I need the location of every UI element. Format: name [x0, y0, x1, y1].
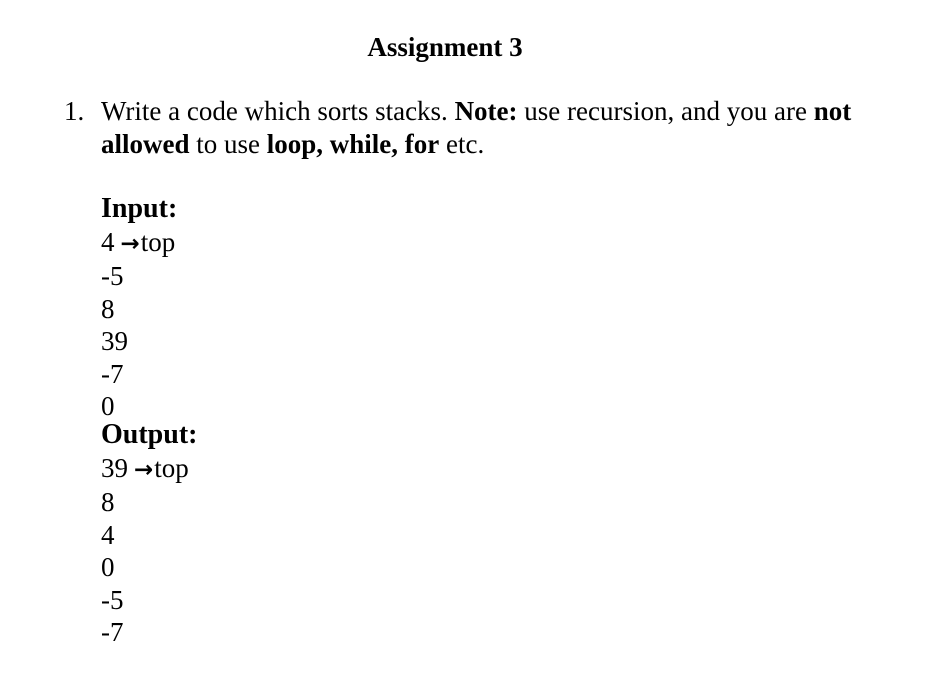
output-stack-item: 0 — [101, 552, 115, 582]
output-stack-item-top — [101, 452, 197, 487]
output-label: Output: — [101, 419, 198, 450]
question-segment-forbidden-keywords: loop, while, for — [266, 129, 440, 159]
question-segment-not-allowed: not allowed — [101, 96, 852, 159]
input-section — [101, 193, 177, 423]
input-stack-item: 39 — [101, 326, 128, 356]
input-stack-item: -7 — [101, 358, 124, 389]
stack-value: 39 — [101, 452, 128, 483]
question-segment: to use — [189, 129, 267, 159]
input-stack — [101, 226, 177, 423]
top-marker: top — [140, 226, 176, 257]
output-stack-item: 8 — [101, 487, 115, 517]
input-stack-item: 8 — [101, 293, 115, 324]
question-segment: use recursion, and you are — [517, 96, 814, 126]
input-label: Input: — [101, 193, 178, 224]
output-stack — [101, 452, 197, 649]
question-segment-note-label: Note: — [454, 96, 518, 126]
question-number: 1. — [64, 96, 85, 126]
assignment-title: Assignment 3 — [367, 32, 523, 62]
input-stack-item: 0 — [101, 391, 115, 421]
output-stack-item: 4 — [101, 519, 115, 550]
output-stack-item: -5 — [101, 584, 124, 615]
question-segment: Write a code which sorts stacks. — [101, 96, 455, 126]
input-stack-item: -5 — [101, 261, 124, 291]
output-stack-item: -7 — [101, 617, 124, 647]
question-text — [101, 95, 901, 161]
input-stack-item-top — [101, 226, 177, 261]
top-marker: top — [154, 452, 189, 483]
stack-value: 4 — [101, 226, 115, 257]
arrow-right-icon: → — [120, 230, 140, 257]
output-section — [101, 419, 197, 649]
arrow-right-icon: → — [134, 456, 154, 483]
question-segment: etc. — [439, 129, 485, 159]
